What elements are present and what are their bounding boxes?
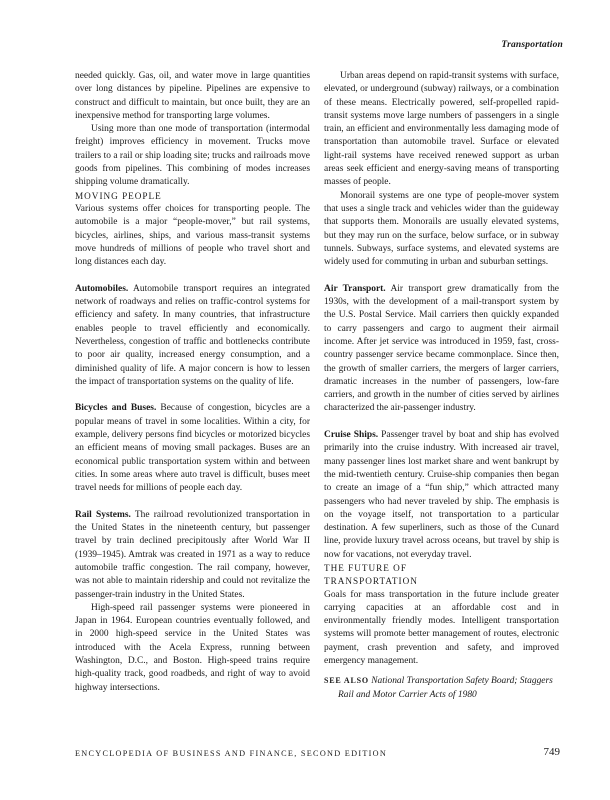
- paragraph-urban-transit: Urban areas depend on rapid-transit systems with surface, elevated, or underground (subway) railways, or a combination of these means. Electrically powered, self-propelled rapid-transit systems move large numbers of passengers in a single train, an efficient and environmentally less damaging mode of transportation than automobile travel. Surface or elevated light-rail systems have received renewed support as urban areas seek efficient and energy-saving means of transporting masses of people.: [324, 71, 559, 188]
- bicycles-buses-text: Because of congestion, bicycles are a popular means of travel in some localities. Within a city, for example, delivery persons find bicycles or motorized bicycles an efficient means of moving small packages. Buses are an economical public transportation system within and between cities. In some areas where auto travel is difficult, buses meet travel needs for millions of people each day.: [75, 403, 311, 494]
- paragraph-cruise-ships: [324, 429, 559, 562]
- paragraph-air-transport: [324, 283, 559, 416]
- paragraph-bicycles-buses: [75, 402, 310, 495]
- rail-systems-text: The railroad revolutionized transportation in the United States in the nineteenth century, but passenger travel by train declined precipitously after World War II (1939–1945). Amtrak was created in 1971 as a way to reduce automobile traffic congestion. The rail company, however, was not able to maintain ridership and could not revitalize the passenger-train industry in the United States.: [75, 509, 310, 600]
- section-heading-future: [324, 562, 559, 589]
- subheading-bicycles-buses: Bicycles and Buses.: [75, 403, 157, 414]
- paragraph-automobiles: [75, 283, 310, 389]
- paragraph-moving-people: Various systems offer choices for transporting people. The automobile is a major “people-mover,” but rail systems, bicycles, airlines, ships, and various mass-transit systems move hundreds of millions of people who travel short and long distances each day.: [75, 203, 310, 268]
- page-number: 749: [543, 746, 560, 758]
- paragraph-monorail: Monorail systems are one type of people-mover system that uses a single track and vehicles wider than the guideway that supports them. Monorails are usually elevated systems, but they may run on the surface, below surface, or in subway tunnels. Subways, surface systems, and elevated systems are widely used for commuting in urban and suburban settings.: [324, 190, 559, 268]
- see-also-references[interactable]: National Transportation Safety Board; Staggers Rail and Motor Carrier Acts of 1980: [338, 676, 553, 700]
- paragraph-rail-systems: [75, 509, 310, 602]
- paragraph-intermodal: Using more than one mode of transportation (intermodal freight) improves efficiency in movement. Trucks move trailers to a rail or ship loading site; trucks and railroads move goods from pipelines. This combining of modes increases shipping volume dramatically.: [75, 124, 310, 188]
- right-column: [324, 70, 559, 702]
- future-heading-line1: THE FUTURE OF: [324, 562, 407, 573]
- see-also: [324, 674, 559, 702]
- subheading-air-transport: Air Transport.: [324, 283, 386, 294]
- see-also-label: SEE ALSO: [324, 676, 369, 686]
- subheading-cruise-ships: Cruise Ships.: [324, 430, 379, 441]
- future-heading-line2: TRANSPORTATION: [324, 576, 418, 587]
- running-head: Transportation: [501, 40, 563, 50]
- paragraph-future: Goals for mass transportation in the future include greater carrying capacities at an affordable cost and in environmentally friendly modes. Intelligent transportation systems will promote better management of routes, electronic payment, crash prevention and safety, and improved emergency management.: [324, 589, 559, 667]
- footer-publication-title: ENCYCLOPEDIA OF BUSINESS AND FINANCE, SECOND EDITION: [75, 749, 388, 758]
- cruise-ships-text: Passenger travel by boat and ship has evolved primarily into the cruise industry. With increased air travel, many passenger lines lost market share and went bankrupt by the mid-twentieth century. Cruise-ship companies then began to create an image of a “fun ship,” which attracted many passengers who had never traveled by ship. The emphasis is on the voyage itself, not transportation to a particular destination. A few superliners, such as those of the Cunard line, provide luxury travel across oceans, but travel by ship is now for vacations, not everyday travel.: [324, 430, 559, 560]
- paragraph-pipelines: needed quickly. Gas, oil, and water move in large quantities over long distances by pipeline. Pipelines are expensive to construct and difficult to maintain, but once built, they are an inexpensive method for transporting large volumes.: [75, 71, 310, 121]
- subheading-rail-systems: Rail Systems.: [75, 509, 131, 520]
- section-heading-moving-people: MOVING PEOPLE: [75, 190, 162, 201]
- air-transport-text: Air transport grew dramatically from the 1930s, with the development of a mail-transport system by the U.S. Postal Service. Mail carriers then quickly expanded to carry passengers and cargo to augment their airmail income. After jet service was introduced in 1959, fast, cross-country passenger service became commonplace. Since then, the growth of smaller carriers, the mergers of larger carriers, dramatic increases in the number of passengers, low-fare carriers, and growth in the number of cities served by airlines characterized the air-passenger industry.: [324, 283, 559, 414]
- automobiles-text: Automobile transport requires an integrated network of roadways and relies on traffic-control systems for efficiency and safety. In many countries, that infrastructure enables people to travel efficiently and economically. Nevertheless, congestion of traffic and bottlenecks contribute to poor air quality, increased energy consumption, and a diminished quality of life. A major concern is how to lessen the impact of transportation systems on the quality of life.: [75, 283, 310, 387]
- subheading-automobiles: Automobiles.: [75, 283, 129, 294]
- paragraph-high-speed-rail: High-speed rail passenger systems were pioneered in Japan in 1964. European countries eventually followed, and in 2000 high-speed service in the United States was introduced with the Acela Express, running between Washington, D.C., and Boston. High-speed trains require high-quality track, good roadbeds, and right of way to avoid highway intersections.: [75, 602, 310, 693]
- left-column: [75, 70, 310, 695]
